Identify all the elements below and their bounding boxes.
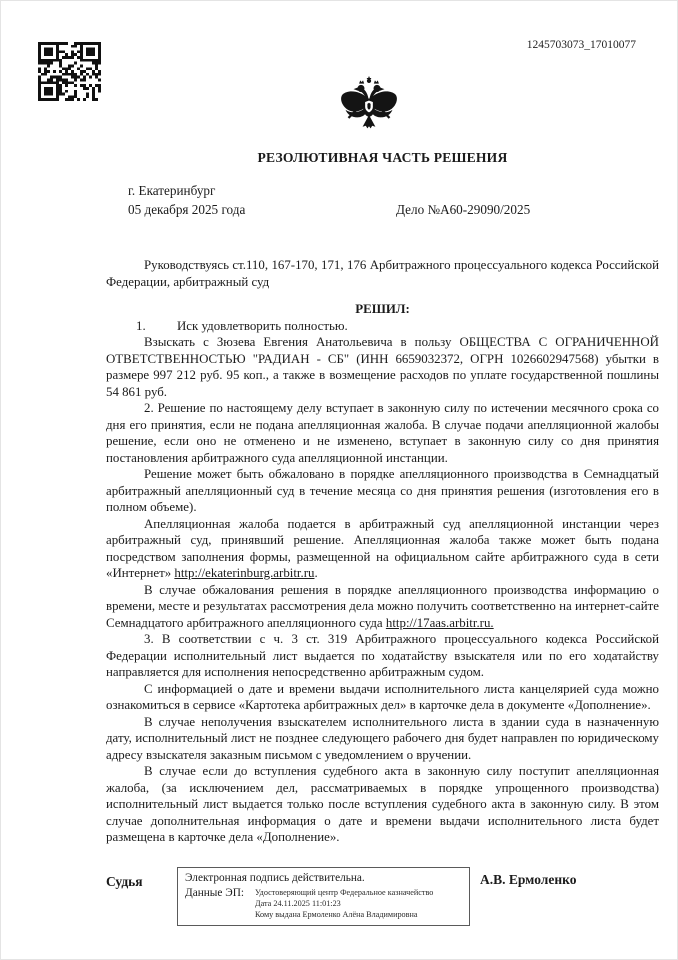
decision-date: 05 декабря 2025 года xyxy=(128,202,246,217)
paragraph-intro: Руководствуясь ст.110, 167-170, 171, 176 Арбитражного процессуального кодекса Российской Федерации, арбитражный суд xyxy=(106,258,659,289)
appeal-filing-suffix: . xyxy=(314,566,318,580)
signature-block xyxy=(106,867,659,933)
stamp-authority: Удостоверяющий центр Федеральное казначейство xyxy=(255,888,434,897)
case-number: Дело №А60-29090/2025 xyxy=(396,202,531,217)
judge-label: Судья xyxy=(106,874,143,889)
item-1-number: 1. xyxy=(136,318,146,333)
paragraph-collect: Взыскать с Зюзева Евгения Анатольевича в пользу ОБЩЕСТВА С ОГРАНИЧЕННОЙ ОТВЕТСТВЕННОСТЬЮ "РАДИАН - СБ" (ИНН 6659032372, ОГРН 1026602947568) убытки в размере 997 212 руб. 95 коп., а также в возмещение расходов по уплате государственной пошлины 54 861 руб. xyxy=(106,335,659,399)
stamp-data-label: Данные ЭП: xyxy=(185,887,244,899)
paragraph-pending-appeal: В случае если до вступления судебного акта в законную силу поступит апелляционная жалоба, (за исключением дел, рассматриваемых в порядке упрощенного производства) исполнительный лист выдается только после вступления судебного акта в законную силу. В этом случае дополнительная информация о дате и времени выдачи исполнительного листа будет размещена в карточке дела «Дополнение». xyxy=(106,764,659,844)
resolved-heading: РЕШИЛ: xyxy=(355,302,410,316)
judge-name: А.В. Ермоленко xyxy=(480,872,577,887)
17aas-arbitr-link[interactable]: http://17aas.arbitr.ru. xyxy=(385,615,494,630)
paragraph-writ-info: С информацией о дате и времени выдачи исполнительного листа канцелярией суда можно ознакомиться в сервисе «Картотека арбитражных дел» в карточке дела в документе «Дополнение». xyxy=(106,681,659,712)
case-meta xyxy=(106,181,659,219)
paragraph-non-receipt: В случае неполучения взыскателем исполнительного листа в здании суда в назначенную дату, исполнительный лист не позднее следующего рабочего дня будет направлен по юридическому адресу взыскателя заказным письмом с уведомлением о вручении. xyxy=(106,714,659,762)
document-title: РЕЗОЛЮТИВНАЯ ЧАСТЬ РЕШЕНИЯ xyxy=(257,150,508,165)
stamp-valid-line: Электронная подпись действительна. xyxy=(185,872,365,884)
stamp-date: Дата 24.11.2025 11:01:23 xyxy=(255,898,341,908)
appeal-filing-text: Апелляционная жалоба подается в арбитражный суд апелляционной инстанции через арбитражный суд, принявший решение. Апелляционная жалоба также может быть подана посредством заполнения формы, размещенной на официальном сайте арбитражного суда в сети «Интернет» xyxy=(106,516,659,580)
court-city: г. Екатеринбург xyxy=(128,183,216,198)
paragraph-appeal-filing xyxy=(106,516,659,582)
electronic-signature-stamp xyxy=(177,867,470,926)
qr-finder-top-right xyxy=(80,42,101,62)
stamp-issued-to: Кому выдана Ермоленко Алёна Владимировна xyxy=(255,909,418,919)
decision-body xyxy=(106,257,659,846)
paragraph-appeal-info xyxy=(106,582,659,632)
russian-coat-of-arms-icon xyxy=(337,76,401,137)
qr-finder-top-left xyxy=(38,42,59,62)
paragraph-writ: 3. В соответствии с ч. 3 ст. 319 Арбитражного процессуального кодекса Российской Федерации исполнительный лист выдается по ходатайству взыскателя или по его ходатайству направляется для исполнения непосредственно арбитражным судом. xyxy=(106,632,659,679)
qr-code-icon xyxy=(38,42,101,101)
ekaterinburg-arbitr-link[interactable]: http://ekaterinburg.arbitr.ru xyxy=(174,566,315,580)
item-1-text: Иск удовлетворить полностью. xyxy=(177,318,348,333)
qr-finder-bottom-left xyxy=(38,81,59,101)
paragraph-item-1 xyxy=(106,318,659,335)
paragraph-appeal-right: Решение может быть обжаловано в порядке апелляционного производства в Семнадцатый арбитражный апелляционный суд в течение месяца со дня принятия решения (изготовления его в полном объеме). xyxy=(106,467,659,514)
document-number: 1245703073_17010077 xyxy=(526,39,636,51)
paragraph-entry-into-force: 2. Решение по настоящему делу вступает в законную силу по истечении месячного срока со дня его принятия, если не подана апелляционная жалоба. В случае подачи апелляционной жалобы решение, если оно не отменено и не изменено, вступает в законную силу со дня принятия постановления арбитражного суда апелляционной инстанции. xyxy=(106,401,659,465)
appeal-info-text: В случае обжалования решения в порядке апелляционного производства информацию о времени, месте и результатах рассмотрения дела можно получить соответственно на интернет-сайте Семнадцатого арбитражного апелляционного суда xyxy=(106,582,659,630)
